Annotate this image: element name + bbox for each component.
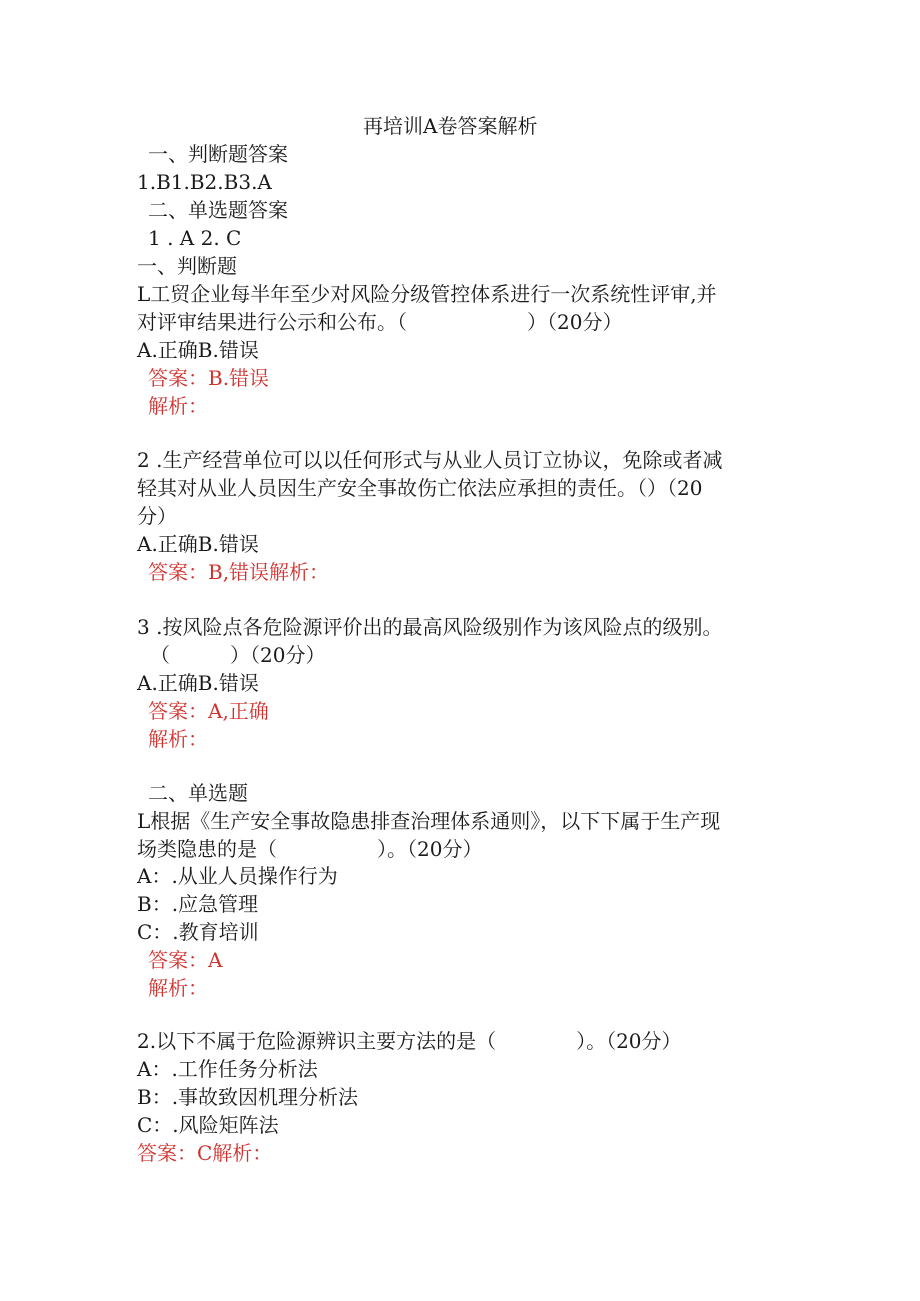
question-text: 2.以下不属于危险源辨识主要方法的是（ ）。（20分） xyxy=(137,1029,682,1053)
page-title: 再培训A卷答案解析 xyxy=(363,114,538,138)
analysis-label: 解析： xyxy=(148,394,208,418)
answer-text: 答案：A,正确 xyxy=(148,699,269,723)
question-options: A.正确B.错误 xyxy=(137,338,259,362)
single-section-heading: 二、单选题 xyxy=(148,781,248,805)
option-c: C：.教育培训 xyxy=(137,920,259,944)
answer-text: 答案：C解析： xyxy=(137,1141,273,1165)
judge-answers-heading: 一、判断题答案 xyxy=(148,142,288,166)
answer-text: 答案：B.错误 xyxy=(148,366,270,390)
option-a: A：.从业人员操作行为 xyxy=(137,864,338,888)
single-answers-heading: 二、单选题答案 xyxy=(148,198,288,222)
analysis-label: 解析： xyxy=(148,727,208,751)
question-options: A.正确B.错误 xyxy=(137,671,259,695)
single-answers-line: 1 . A 2. C xyxy=(148,226,242,250)
question-text: 轻其对从业人员因生产安全事故伤亡依法应承担的责任。（）（20 xyxy=(137,476,703,500)
option-b: B：.事故致因机理分析法 xyxy=(137,1085,359,1109)
answer-text: 答案：A xyxy=(148,948,223,972)
analysis-label: 解析： xyxy=(148,976,208,1000)
option-a: A：.工作任务分析法 xyxy=(137,1057,318,1081)
question-text: 对评审结果进行公示和公布。（ ）（20分） xyxy=(137,310,623,334)
question-text: 3 .按风险点各危险源评价出的最高风险级别作为该风险点的级别。 xyxy=(137,615,723,639)
judge-answers-line: 1.B1.B2.B3.A xyxy=(137,170,272,194)
question-text: L工贸企业每半年至少对风险分级管控体系进行一次系统性评审,并 xyxy=(137,282,717,306)
question-text: 分） xyxy=(137,504,177,528)
option-b: B：.应急管理 xyxy=(137,892,259,916)
question-text: （ ）（20分） xyxy=(150,643,326,667)
question-text: 场类隐患的是（ ）。（20分） xyxy=(137,837,483,861)
question-text: L根据《生产安全事故隐患排查治理体系通则》，以下下属于生产现 xyxy=(137,809,721,833)
answer-text: 答案：B,错误解析： xyxy=(148,560,330,584)
option-c: C：.风险矩阵法 xyxy=(137,1113,279,1137)
question-options: A.正确B.错误 xyxy=(137,532,259,556)
judge-section-heading: 一、判断题 xyxy=(137,254,237,278)
question-text: 2 .生产经营单位可以以任何形式与从业人员订立协议，免除或者减 xyxy=(137,448,723,472)
